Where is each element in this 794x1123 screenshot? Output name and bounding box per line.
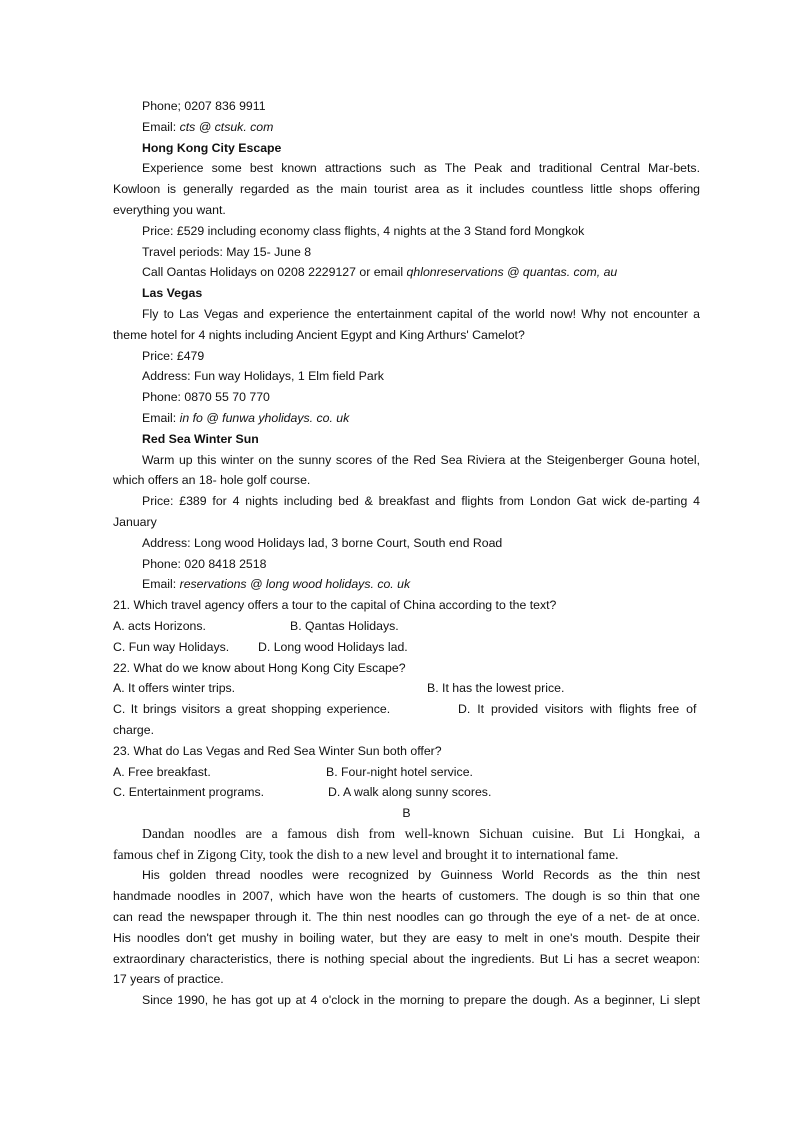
las-vegas-desc-line: Fly to Las Vegas and experience the entertainment capital of the world now! Why not encounter a	[142, 306, 700, 321]
option-d-continued: charge.	[113, 722, 155, 737]
passage-b-line: His noodles don't get mushy in boiling water, but they are easy to melt in one's mouth. Despite their	[113, 930, 700, 945]
las-vegas-price: Price: £479	[142, 348, 205, 363]
question-22: 22. What do we know about Hong Kong City Escape?	[113, 660, 406, 675]
email-address: in fo @ funwa yholidays. co. uk	[179, 410, 350, 425]
option-b: B. Qantas Holidays.	[290, 618, 399, 633]
hong-kong-desc-line: Experience some best known attractions such as The Peak and traditional Central Mar-bets.	[142, 161, 700, 176]
email-label: Email:	[142, 577, 180, 592]
passage-b-line: famous chef in Zigong City, took the dish to a new level and brought it to international fame.	[113, 846, 619, 862]
option-d: D. A walk along sunny scores.	[328, 785, 492, 800]
red-sea-phone: Phone: 020 8418 2518	[142, 556, 267, 571]
passage-b-line: can read the newspaper through it. The thin nest noodles can go through the eye of a net- de at once.	[113, 910, 700, 925]
email-label: Email:	[142, 410, 180, 425]
passage-b-line: 17 years of practice.	[113, 972, 224, 987]
question-21: 21. Which travel agency offers a tour to the capital of China according to the text?	[113, 598, 557, 613]
option-b: B. Four-night hotel service.	[326, 764, 473, 779]
email-address: reservations @ long wood holidays. co. uk	[179, 577, 411, 592]
red-sea-price-line: Price: £389 for 4 nights including bed & breakfast and flights from London Gat wick de-parting 4	[142, 494, 700, 509]
option-c: C. Fun way Holidays.	[113, 639, 230, 654]
red-sea-desc-line: Warm up this winter on the sunny scores of the Red Sea Riviera at the Steigenberger Gouna hotel,	[142, 452, 700, 467]
option-a: A. Free breakfast.	[113, 764, 211, 779]
section-b-heading: B	[402, 806, 411, 821]
option-c: C. Entertainment programs.	[113, 785, 265, 800]
las-vegas-desc-line: theme hotel for 4 nights including Ancient Egypt and King Arthurs' Camelot?	[113, 327, 525, 342]
las-vegas-address: Address: Fun way Holidays, 1 Elm field Park	[142, 369, 384, 384]
red-sea-price-line: January	[113, 514, 157, 529]
red-sea-email	[113, 574, 700, 595]
options-row	[113, 782, 700, 803]
passage-b-line: Since 1990, he has got up at 4 o'clock in the morning to prepare the dough. As a beginner, Li slept	[142, 993, 700, 1008]
call-text: Call Oantas Holidays on 0208 2229127 or email	[142, 265, 407, 280]
option-c: C. It brings visitors a great shopping experience.	[113, 702, 391, 717]
las-vegas-email	[113, 408, 700, 429]
email-label: Email:	[142, 119, 180, 134]
red-sea-title: Red Sea Winter Sun	[142, 431, 259, 446]
hong-kong-travel-periods: Travel periods: May 15- June 8	[142, 244, 312, 259]
las-vegas-title: Las Vegas	[142, 286, 203, 301]
passage-b-line: extraordinary characteristics, there is nothing special about the ingredients. But Li has a secret weapon:	[113, 951, 700, 966]
options-row	[113, 616, 700, 637]
las-vegas-phone: Phone: 0870 55 70 770	[142, 390, 270, 405]
options-row	[113, 699, 700, 720]
document-page	[113, 96, 700, 1011]
option-b: B. It has the lowest price.	[427, 681, 565, 696]
email-address: cts @ ctsuk. com	[179, 119, 274, 134]
passage-b-line: handmade noodles in 2007, which have won the hearts of customers. The dough is so thin that one	[113, 889, 700, 904]
option-d: D. It provided visitors with flights free of	[458, 702, 697, 717]
red-sea-desc-line: which offers an 18- hole golf course.	[113, 473, 311, 488]
contact-phone: Phone; 0207 836 9911	[142, 99, 266, 113]
hong-kong-title: Hong Kong City Escape	[142, 140, 282, 155]
contact-email	[113, 117, 700, 138]
passage-b-line: Dandan noodles are a famous dish from well-known Sichuan cuisine. But Li Hongkai, a	[142, 825, 700, 841]
email-address: qhlonreservations @ quantas. com, au	[406, 265, 618, 280]
passage-b-line: His golden thread noodles were recognized by Guinness World Records as the thin nest	[142, 868, 700, 883]
option-a: A. acts Horizons.	[113, 618, 206, 633]
hong-kong-desc-line: everything you want.	[113, 202, 226, 217]
options-row	[113, 678, 700, 699]
hong-kong-price: Price: £529 including economy class flights, 4 nights at the 3 Stand ford Mongkok	[142, 223, 585, 238]
question-23: 23. What do Las Vegas and Red Sea Winter Sun both offer?	[113, 743, 442, 758]
hong-kong-desc-line: Kowloon is generally regarded as the main tourist area as it includes countless little shops offering	[113, 182, 700, 197]
hong-kong-contact	[113, 262, 700, 283]
red-sea-address: Address: Long wood Holidays lad, 3 borne Court, South end Road	[142, 535, 503, 550]
option-d: D. Long wood Holidays lad.	[258, 639, 408, 654]
options-row	[113, 762, 700, 783]
option-a: A. It offers winter trips.	[113, 681, 236, 696]
options-row	[113, 637, 700, 658]
